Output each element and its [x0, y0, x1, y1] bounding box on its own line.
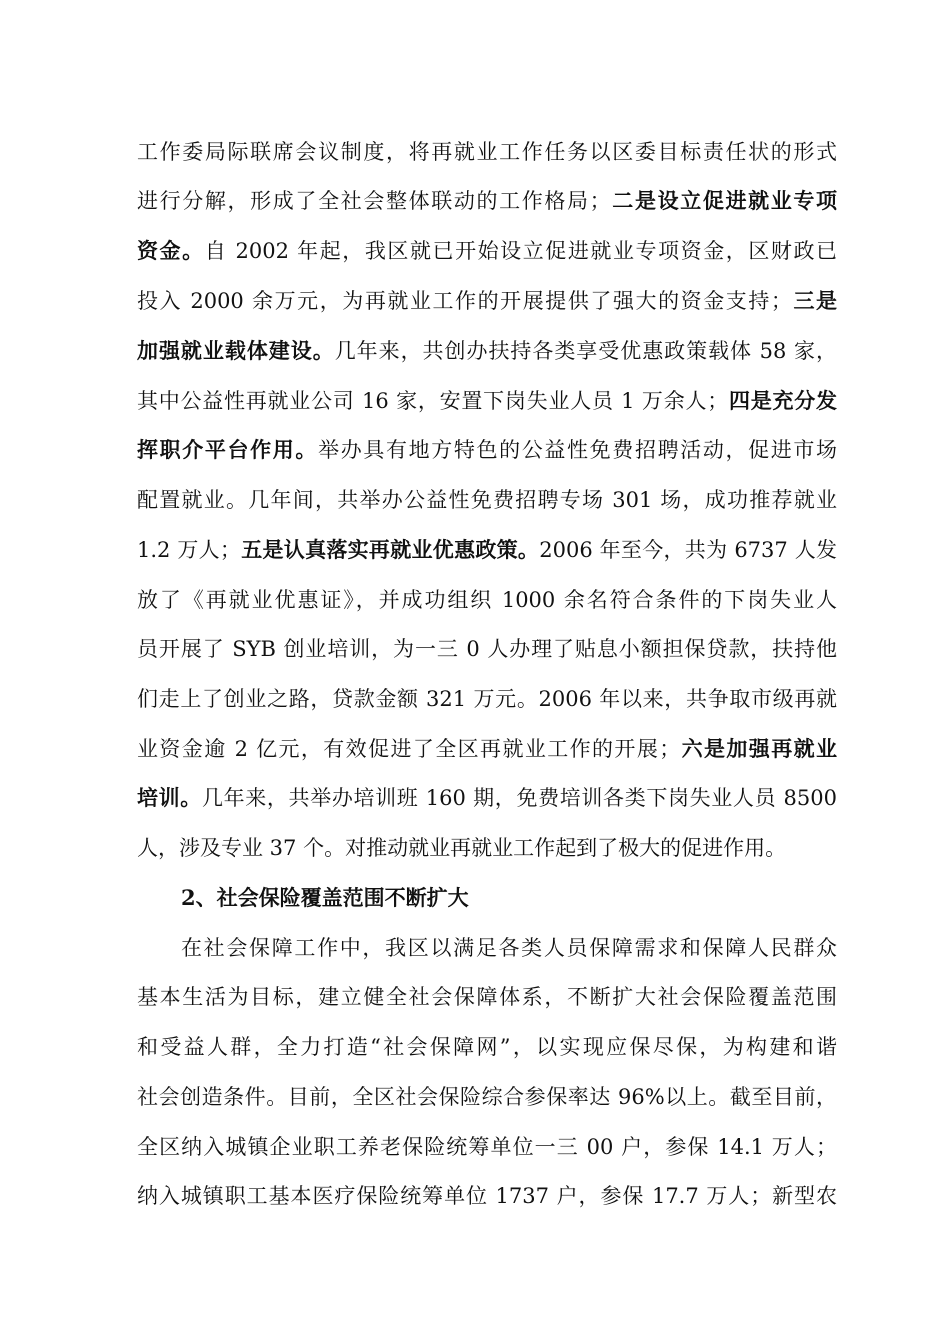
paragraph1-line-10	[137, 580, 837, 620]
text-run: 其中公益性再就业公司 16 家，安置下岗失业人员 1 万余人；	[137, 389, 729, 413]
text-run: 员开展了 SYB 创业培训，为一三 0 人办理了贴息小额担保贷款，扶持他	[137, 637, 837, 661]
paragraph2-line-2	[137, 977, 837, 1017]
bold-text-run: 二是设立促进就业专项	[610, 188, 838, 213]
bold-text-run: 四是充分发	[728, 388, 837, 413]
paragraph2-line-4	[137, 1077, 837, 1117]
paragraph2-line-6	[137, 1176, 837, 1216]
text-run: 几年来，共创办扶持各类享受优惠政策载体 58 家，	[334, 339, 837, 363]
text-run: 人，涉及专业 37 个。对推动就业再就业工作起到了极大的促进作用。	[137, 836, 787, 860]
text-run: 投入 2000 余万元，为再就业工作的开展提供了强大的资金支持；	[137, 289, 792, 313]
paragraph1-line-14	[137, 778, 837, 818]
section-heading: 2、社会保险覆盖范围不断扩大	[181, 885, 469, 910]
paragraph1-line-15	[137, 828, 837, 868]
paragraph2-line-5	[137, 1127, 837, 1167]
text-run: 基本生活为目标，建立健全社会保障体系，不断扩大社会保险覆盖范围	[137, 985, 837, 1009]
text-run: 们走上了创业之路，贷款金额 321 万元。2006 年以来，共争取市级再就	[137, 687, 837, 711]
bold-text-run: 加强就业载体建设。	[137, 338, 335, 363]
text-run: 在社会保障工作中，我区以满足各类人员保障需求和保障人民群众	[181, 936, 837, 960]
text-run: 纳入城镇职工基本医疗保险统筹单位 1737 户，参保 17.7 万人；新型农	[137, 1184, 837, 1208]
paragraph1-line-3	[137, 231, 837, 271]
bold-text-run: 三是	[791, 288, 838, 313]
text-run: 全区纳入城镇企业职工养老保险统筹单位一三 00 户，参保 14.1 万人；	[137, 1135, 837, 1159]
bold-text-run: 资金。	[137, 238, 205, 263]
paragraph2-line-1	[181, 928, 837, 968]
bold-text-run: 培训。	[137, 785, 202, 810]
text-run: 1.2 万人；	[137, 538, 241, 562]
text-run: 业资金逾 2 亿元，有效促进了全区再就业工作的开展；	[137, 737, 681, 761]
paragraph1-line-6	[137, 381, 837, 421]
paragraph1-line-2	[137, 181, 837, 221]
bold-text-run: 六是加强再就业	[680, 736, 837, 761]
paragraph1-line-7	[137, 430, 837, 470]
text-run: 几年来，共举办培训班 160 期，免费培训各类下岗失业人员 8500	[201, 786, 837, 810]
text-run: 自 2002 年起，我区就已开始设立促进就业专项资金，区财政已	[204, 239, 838, 263]
paragraph1-line-13	[137, 729, 837, 769]
text-run: 工作委局际联席会议制度，将再就业工作任务以区委目标责任状的形式	[137, 140, 837, 164]
text-run: 放了《再就业优惠证》，并成功组织 1000 余名符合条件的下岗失业人	[137, 588, 837, 612]
text-run: 和受益人群，全力打造“社会保障网”，以实现应保尽保，为构建和谐	[137, 1035, 837, 1059]
bold-text-run: 五是认真落实再就业优惠政策。	[240, 537, 540, 562]
paragraph1-line-11	[137, 629, 837, 669]
paragraph1-line-1	[137, 132, 837, 172]
text-run: 进行分解，形成了全社会整体联动的工作格局；	[137, 189, 611, 213]
paragraph1-line-8	[137, 480, 837, 520]
paragraph1-line-5	[137, 331, 837, 371]
text-run: 2006 年至今，共为 6737 人发	[539, 538, 838, 562]
paragraph1-line-9	[137, 530, 837, 570]
text-run: 配置就业。几年间，共举办公益性免费招聘专场 301 场，成功推荐就业	[137, 488, 837, 512]
bold-text-run: 挥职介平台作用。	[137, 437, 319, 462]
paragraph1-line-12	[137, 679, 837, 719]
paragraph2-line-3	[137, 1027, 837, 1067]
text-run: 社会创造条件。目前，全区社会保险综合参保率达 96%以上。截至目前，	[137, 1085, 837, 1109]
text-run: 举办具有地方特色的公益性免费招聘活动，促进市场	[318, 438, 838, 462]
paragraph1-line-4	[137, 281, 837, 321]
